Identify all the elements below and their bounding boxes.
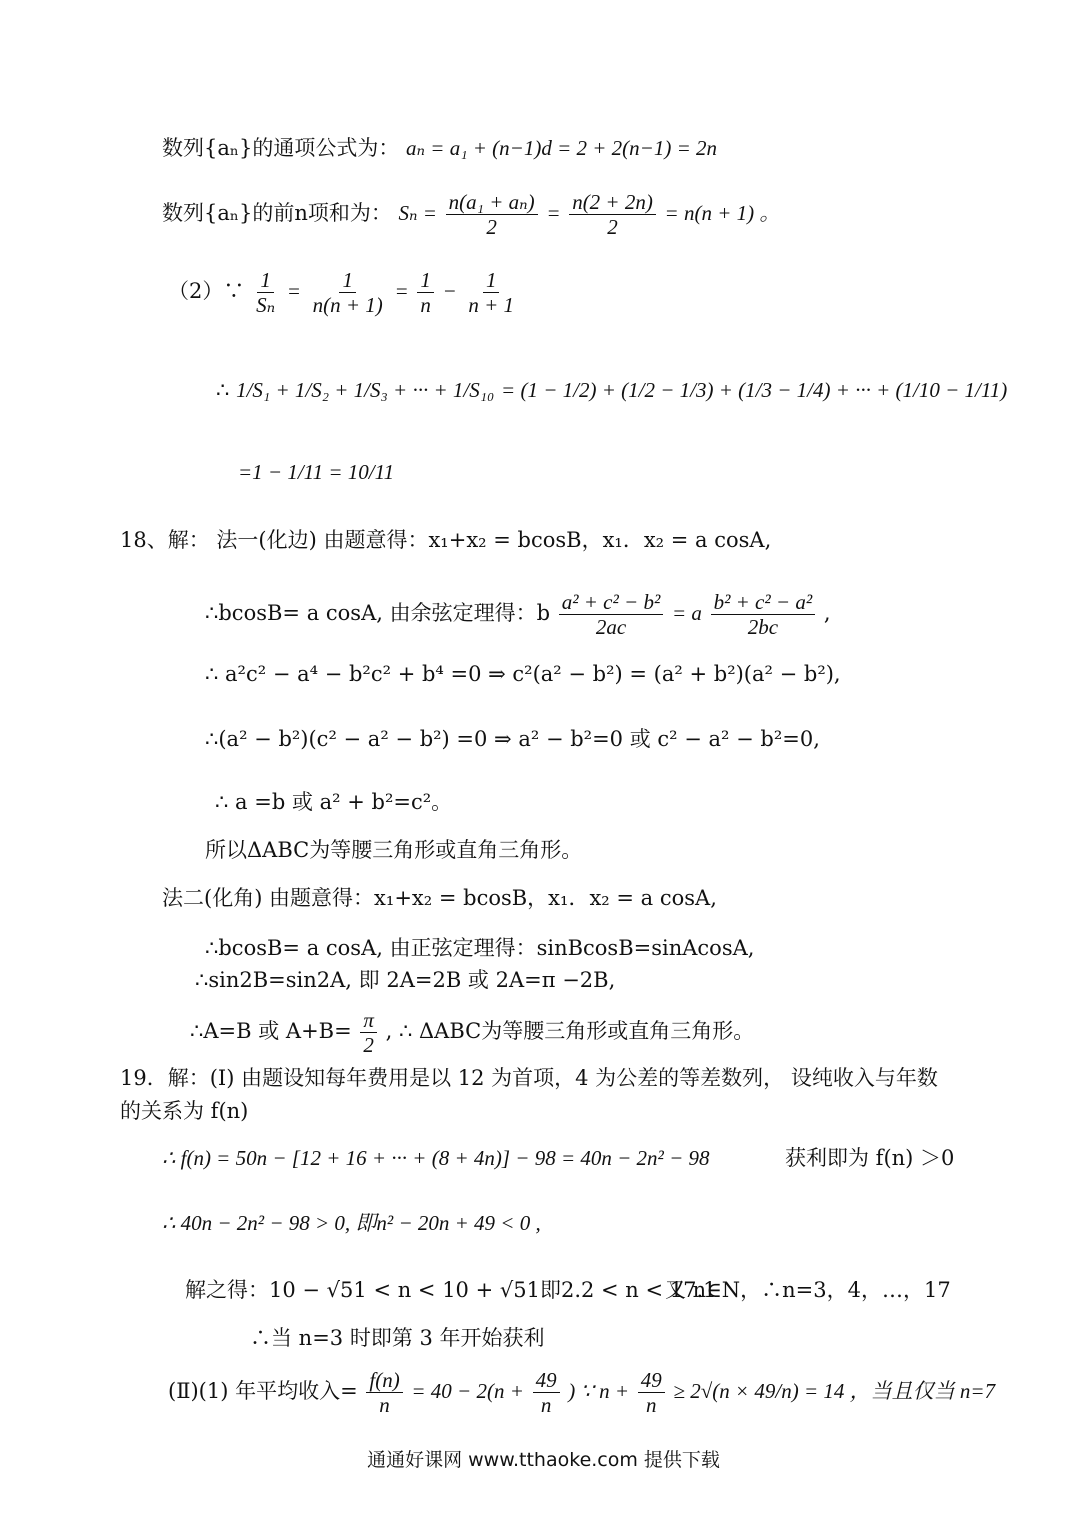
line-sum-formula: 数列{aₙ}的前n项和为： Sₙ = $\frac{\text{n(a₁ + aₙ)}}{2}$ = $\frac{n(2 + 2n)}{2}$ = n(n + 1) 。	[162, 190, 781, 240]
line-19-2: 的关系为 f(n)	[120, 1099, 249, 1123]
formula: = (1 − 1/2) + (1/2 − 1/3) + (1/3 − 1/4) + ··· + (1/10 − 1/11)	[501, 378, 1008, 402]
formula: Sₙ =	[398, 201, 437, 226]
text: ∴bcosB= a cosA, 由余弦定理得：b	[205, 601, 551, 626]
fraction: $\frac{\text{n(a₁ + aₙ)}}{2}$	[446, 190, 538, 239]
formula: = n(n + 1) 。	[664, 201, 781, 226]
line-18-7: 法二(化角) 由题意得：x₁+x₂ = bcosB，x₁．x₂ = a cosA,	[162, 886, 717, 910]
formula: ≥ 2√(n × 49/n) = 14 ，当且仅当 n=7	[673, 1379, 996, 1404]
line-19-6: ∴当 n=3 时即第 3 年开始获利	[250, 1326, 545, 1350]
line-19-5b: 又 n∈N，∴n=3，4，…，17	[665, 1278, 951, 1302]
formula: ∴ f(n) = 50n − [12 + 16 + ··· + (8 + 4n)] − 98 = 40n − 2n² − 98	[162, 1146, 710, 1170]
fraction: $\frac{49}{n}$	[638, 1368, 665, 1417]
formula: aₙ = a₁ + (n−1)d = 2 + 2(n−1) = 2n	[406, 136, 717, 160]
line-part2: （2）∵ $\frac{1}{\text{Sₙ}}$ = $\frac{1}{n(n + 1)}$ = $\frac{1}{n}$ − $\frac{1}{n + 1}$	[168, 268, 519, 317]
line-18-4: ∴(a² − b²)(c² − a² − b²) =0 ⇒ a² − b²=0 或 c² − a² − b²=0,	[205, 727, 820, 751]
text: （2）∵	[168, 279, 245, 304]
line-18-2	[205, 590, 831, 639]
fraction: $\frac{1}{\text{Sₙ}}$	[256, 268, 276, 318]
line-19-4	[162, 1213, 541, 1234]
fraction: $\frac{1}{n + 1}$	[468, 268, 515, 318]
fraction: $\frac{\pi}{2}$	[360, 1008, 377, 1057]
formula: = a	[671, 601, 702, 626]
formula: =1 − 1/11 = 10/11	[238, 460, 395, 484]
fraction: $\frac{1}{n(n + 1)}$	[312, 268, 383, 318]
line-18-6: 所以ΔABC为等腰三角形或直角三角形。	[205, 838, 583, 862]
line-19-3	[162, 1148, 710, 1169]
text: ,	[823, 601, 831, 626]
fraction: $\frac{1}{n}$	[417, 268, 434, 317]
line-19-5: 解之得：10 − √51 < n < 10 + √51即2.2 < n < 17.1	[185, 1278, 717, 1302]
text: , ∴ ΔABC为等腰三角形或直角三角形。	[385, 1019, 755, 1044]
line-18-5: ∴ a =b 或 a² + b²=c²。	[215, 790, 453, 814]
line-telescoping	[216, 380, 1007, 401]
text: (Ⅱ)(1) 年平均收入=	[168, 1379, 358, 1404]
line-result	[238, 462, 394, 483]
text: 数列{aₙ}的通项公式为：	[162, 136, 400, 160]
line-18-1: 18、解： 法一(化边) 由题意得：x₁+x₂ = bcosB，x₁．x₂ = a cosA,	[120, 528, 772, 552]
line-19-3b: 获利即为 f(n) ＞0	[785, 1146, 955, 1170]
formula: ) ∵ n +	[568, 1379, 630, 1404]
fraction: $\frac{\text{a² + c² − b²}}{2ac}$	[559, 590, 664, 639]
formula: ∴ 40n − 2n² − 98 > 0, 即n² − 20n + 49 < 0 ,	[162, 1211, 541, 1235]
fraction: $\frac{\text{b² + c² − a²}}{2bc}$	[711, 590, 816, 639]
line-18-9: ∴sin2B=sin2A, 即 2A=2B 或 2A=π −2B,	[195, 968, 616, 992]
fraction: $\frac{49}{n}$	[533, 1368, 560, 1417]
footer: 通通好课网 www.tthaoke.com 提供下载	[367, 1449, 720, 1471]
fraction: $\frac{f(n)}{n}$	[366, 1368, 402, 1417]
text: 数列{aₙ}的前n项和为：	[162, 201, 392, 226]
formula: 1/S₁ + 1/S₂ + 1/S₃ + ··· + 1/S₁₀	[236, 378, 495, 402]
line-18-10	[190, 1008, 754, 1057]
formula: = 40 − 2(n +	[411, 1379, 524, 1404]
text: ∴	[216, 378, 230, 402]
line-general-term	[162, 138, 717, 159]
text: ∴A=B 或 A+B=	[190, 1019, 352, 1044]
line-19-7	[168, 1368, 995, 1417]
line-18-8: ∴bcosB= a cosA, 由正弦定理得：sinBcosB=sinAcosA,	[205, 936, 755, 960]
fraction: $\frac{n(2 + 2n)}{2}$	[569, 190, 656, 239]
line-18-3: ∴ a²c² − a⁴ − b²c² + b⁴ =0 ⇒ c²(a² − b²) = (a² + b²)(a² − b²),	[205, 662, 841, 686]
line-19-1: 19．解：(Ⅰ) 由题设知每年费用是以 12 为首项，4 为公差的等差数列， 设纯收入与年数	[120, 1066, 938, 1090]
